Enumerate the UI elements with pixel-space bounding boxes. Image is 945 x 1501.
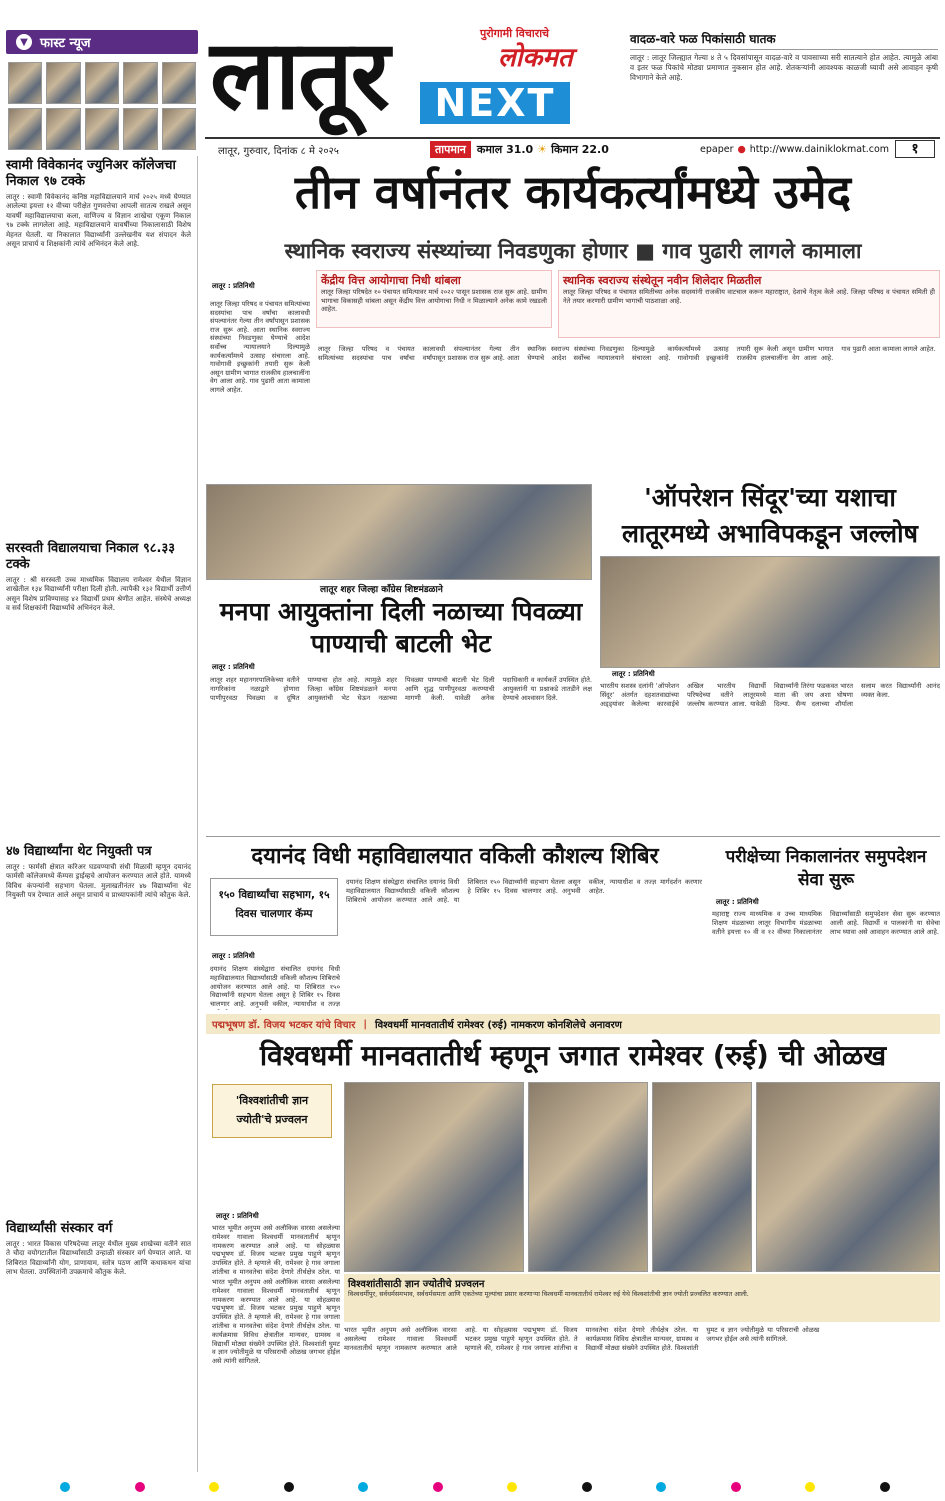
sidebar-top-story — [630, 30, 938, 134]
masthead-title: लातूर — [210, 19, 388, 131]
rameshwar-headline: विश्वधर्मी मानवतातीर्थ म्हणून जगात रामेश्वर (रुई) ची ओळख — [259, 1039, 887, 1072]
thumbnail-photo — [162, 62, 196, 104]
temperature-min: किमान 22.0 — [551, 142, 609, 156]
sindoor-photo — [600, 556, 940, 668]
dayanand-body-left: दयानंद शिक्षण संस्थेद्वारा संचालित दयानंद विधी महाविद्यालयात विद्यार्थ्यांसाठी वकिली कौशल्य शिबिराचे आयोजन करण्यात आले आहे. या शिबिरात १५० विद्यार्थ्यांनी सहभाग घेतला असून हे शिबिर १५ दिवस चालणार आहे. अनुभवी वकील, न्यायाधीश व तज्ज्ञ — [210, 965, 340, 1009]
rameshwar-photo-2 — [528, 1082, 648, 1272]
left-story-3-headline: ४७ विद्यार्थ्यांना थेट नियुक्ती पत्र — [6, 844, 152, 859]
sindoor-body: भारतीय सशस्त्र दलांनी 'ऑपरेशन सिंदूर' अंतर्गत दहशतवाद्यांच्या अड्ड्यांवर केलेल्या कारवाईचे अखिल भारतीय विद्यार्थी परिषदेच्या वतीने लातूरमध्ये जल्लोष करण्यात आला. यावेळी विद्यार्थ्यांनी तिरंगा फडकवत भारत माता की जय अशा घोषणा दिल्या. सैन्य दलाच्या शौर्याला सलाम करत विद्यार्थ्यांनी आनंद व्यक्त केला. — [600, 682, 940, 708]
mnp-body: लातूर शहर महानगरपालिकेच्या वतीने नागरिकांना नळाद्वारे होणारा पाणीपुरवठा पिवळ्या व दूषित पाण्याचा होत आहे. त्यामुळे शहर जिल्हा कॉंग्रेस शिष्टमंडळाने मनपा आयुक्तांची भेट घेऊन नळाच्या पिवळ्या पाण्याची बाटली भेट दिली आणि शुद्ध पाणीपुरवठा करण्याची मागणी केली. यावेळी अनेक पदाधिकारी व कार्यकर्ते उपस्थित होते. आयुक्तांनी या प्रश्नाकडे तातडीने लक्ष देण्याचे आश्वासन दिले. — [210, 676, 592, 702]
left-story-2-body: लातूर : श्री सरस्वती उच्च माध्यमिक विद्यालय रामेश्वर येथील विज्ञान शाखेतील १३४ विद्यार्थ्यांनी परीक्षा दिली होती. त्यापैकी १३२ विद्यार्थी उत्तीर्ण असून विशेष प्राविण्यासह ४२ विद्यार्थी प्रथम श्रेणीत आहेत. संस्थेचे अध्यक्ष व सर्व शिक्षकांनी विद्यार्थ्यांचे अभिनंदन केले. — [6, 576, 191, 613]
mnp-byline: लातूर : प्रतिनिधी — [212, 663, 255, 671]
registration-marks — [60, 1482, 890, 1494]
registration-dot — [880, 1482, 890, 1492]
sindoor-headline: 'ऑपरेशन सिंदूर'च्या यशाचा लातूरमध्ये अभाविपकडून जल्लोष — [621, 483, 919, 548]
temperature-bar — [430, 140, 609, 158]
registration-dot — [433, 1482, 443, 1492]
page-number: १ — [895, 140, 935, 158]
masthead-next: NEXT — [420, 82, 570, 124]
registration-dot — [656, 1482, 666, 1492]
epaper-label: epaper — [700, 144, 734, 155]
rameshwar-photo-1 — [344, 1082, 524, 1272]
lead-body: लातूर जिल्हा परिषद व पंचायत समित्यांच्या सदस्यांचा पाच वर्षांचा कालावधी संपल्यानंतर गेल्या तीन वर्षांपासून प्रशासक राज सुरू आहे. आता स्थानिक स्वराज्य संस्थांच्या निवडणुका घेण्याचे आदेश सर्वोच्च न्यायालयाने दिल्यामुळे कार्यकर्त्यांमध्ये उत्साह संचारला आहे. गावोगावी इच्छुकांनी तयारी सुरू केली असून ग्रामीण भागात राजकीय हालचालींना वेग आला आहे. गाव पुढारी आता कामाला लागले आहेत. — [210, 300, 310, 394]
mnp-photo — [206, 484, 592, 580]
sidebar-top-headline: वादळ-वारे फळ पिकांसाठी घातक — [630, 30, 938, 50]
pariksha-byline: लातूर : प्रतिनिधी — [716, 898, 759, 906]
brand-logo: लोकमत — [498, 43, 573, 73]
dayanand-box — [210, 878, 338, 936]
banner-left: पद्मभूषण डॉ. विजय भटकर यांचे विचार — [212, 1020, 356, 1031]
rameshwar-caption-box — [344, 1274, 940, 1322]
lead-body-continued: लातूर जिल्हा परिषद व पंचायत समित्यांच्या सदस्यांचा पाच वर्षांचा कालावधी संपल्यानंतर गेल्या तीन वर्षांपासून प्रशासक राज सुरू आहे. आता स्थानिक स्वराज्य संस्थांच्या निवडणुका घेण्याचे आदेश सर्वोच्च न्यायालयाने दिल्यामुळे कार्यकर्त्यांमध्ये उत्साह संचारला आहे. गावोगावी इच्छुकांनी तयारी सुरू केली असून ग्रामीण भागात राजकीय हालचालींना वेग आला आहे. गाव पुढारी आता कामाला लागले आहेत. — [318, 345, 936, 362]
thumbnail-photo — [46, 62, 80, 104]
lead-box-2-body: लातूर जिल्हा परिषद व पंचायत समितीच्या अनेक सदस्यांनी राजकीय वाटचाल करून महाराष्ट्रात, देशाचे नेतृत्व केले आहे. जिल्हा परिषद व पंचायत समिती ही नेते तयार करणारी ग्रामीण भागाची पाठशाळा आहे. — [563, 288, 935, 305]
registration-dot — [358, 1482, 368, 1492]
lead-box-1-body: लातूर जिल्हा परिषदेत १० पंचायत समित्यावर मार्च २०२२ पासून प्रशासक राज सुरू आहे. ग्रामीण भागाचा विकासही थांबला असून केंद्रीय वित्त आयोगाचा निधी न मिळाल्याने अनेक कामे रखडली आहेत. — [321, 288, 547, 314]
mnp-headline: मनपा आयुक्तांना दिली नळाच्या पिवळ्या पाण्याची बाटली भेट — [219, 597, 583, 658]
globe-icon: ● — [737, 144, 746, 155]
rameshwar-photo-3 — [652, 1082, 752, 1272]
rameshwar-banner — [206, 1014, 940, 1034]
temperature-label: तापमान — [430, 141, 471, 158]
rameshwar-intro: भारत भूमीत अनुपम असे अलौकिक वारसा असलेल्या रामेश्वर गावाला विश्वधर्मी मानवतातीर्थ म्हणून नामकरण करण्यात आले आहे. या सोहळ्यास पद्मभूषण डॉ. विजय भटकर प्रमुख पाहुणे म्हणून उपस्थित होते. ते म्हणाले की, रामेश्वर हे गाव जगाला शांतीचा व मानवतेचा संदेश देणारे तीर्थक्षेत्र ठरेल. या — [212, 1224, 340, 1276]
thumbnail-photo — [123, 108, 157, 150]
dayanand-byline: लातूर : प्रतिनिधी — [212, 952, 255, 960]
thumbnail-photo — [46, 108, 80, 150]
thumbnail-photo — [85, 62, 119, 104]
mnp-caption: लातूर शहर जिल्हा कॉंग्रेस शिष्टमंडळाने — [320, 585, 443, 595]
fast-news-label: फास्ट न्यूज — [40, 36, 91, 51]
registration-dot — [582, 1482, 592, 1492]
lead-headline: तीन वर्षानंतर कार्यकर्त्यांमध्ये उमेद — [294, 165, 852, 219]
left-story-4-headline: विद्यार्थ्यांसी संस्कार वर्ग — [6, 1221, 113, 1236]
dateline: लातूर, गुरुवार, दिनांक ८ मे २०२५ — [218, 146, 339, 157]
dayanand-box-text: १५० विद्यार्थ्यांचा सहभाग, १५ दिवस चालणार कॅम्प — [218, 889, 330, 920]
left-story-3-body: लातूर : फार्मसी क्षेत्रात करिअर घडवण्याची संधी मिळावी म्हणून दयानंद फार्मसी कॉलेजमध्ये कॅम्पस ड्राईव्हचे आयोजन करण्यात आले होते. यामध्ये विविध कंपन्यांनी सहभाग घेतला. मुलाखतीनंतर ४७ विद्यार्थ्यांना थेट नियुक्ती पत्र देण्यात आले असून प्राचार्य व प्राध्यापकांनी त्यांचे कौतुक केले. — [6, 863, 191, 900]
masthead-tagline: पुरोगामी विचाराचे — [480, 27, 550, 40]
registration-dot — [135, 1482, 145, 1492]
registration-dot — [209, 1482, 219, 1492]
registration-dot — [507, 1482, 517, 1492]
sindoor-byline: लातूर : प्रतिनिधी — [612, 670, 655, 678]
left-story-4-body: लातूर : भारत विकास परिषदेच्या लातूर येथील मुख्य शाखेच्या वतीने सात ते चौदा वयोगटातील विद्यार्थ्यांसाठी उन्हाळी संस्कार वर्ग घेण्यात आले. या शिबिरात विद्यार्थ्यांनी योग, प्राणायाम, स्तोत्र पठण आणि कथाकथन यांचा लाभ घेतला. उपस्थितांनी उपक्रमाचे कौतुक केले. — [6, 1240, 191, 1277]
lead-box-2 — [558, 270, 940, 338]
lead-box-2-headline: स्थानिक स्वराज्य संस्थेतून नवीन शिलेदार मिळतील — [563, 274, 762, 287]
thumbnail-photo — [8, 108, 42, 150]
sidebar-top-body: लातूर : लातूर जिल्ह्यात गेल्या ४ ते ५ दिवसांपासून वादळ-वारे व पावसाच्या सरी सातत्याने होत आहेत. त्यामुळे आंबा व इतर फळ पिकांचे मोठ्या प्रमाणात नुकसान होत आहे. शेतकऱ्यांनी आवश्यक काळजी घ्यावी असे आवाहन कृषी विभागाने केले आहे. — [630, 53, 938, 83]
banner-right: विश्वधर्मी मानवतातीर्थ रामेश्वर (रुई) नामकरण कोनशिलेचे अनावरण — [374, 1020, 622, 1031]
epaper-link[interactable] — [700, 144, 889, 155]
website-url: http://www.dainiklokmat.com — [749, 144, 890, 155]
rameshwar-caption-title: विश्वशांतीसाठी ज्ञान ज्योतीचे प्रज्वलन — [348, 1279, 485, 1290]
left-story-1-body: लातूर : स्वामी विवेकानंद कनिष्ठ महाविद्यालयाने मार्च २०२५ मध्ये घेण्यात आलेल्या इयत्ता १२ वीच्या परीक्षेत गुणवत्तेचा आपली सातत्य राखले असून यावर्षी महाविद्यालयाचा कला, वाणिज्य व विज्ञान शाखेचा एकूण निकाल ९७ टक्के लागलेला आहे. महाविद्यालयाने यावर्षीच्या निकालासाठी विशेष मेहनत घेतली. या निकालात विद्यार्थ्यांनी उल्लेखनीय यश संपादन केले असून प्राचार्य व शिक्षकांनी त्यांचे अभिनंदन केले आहे. — [6, 193, 191, 249]
sun-icon: ☀ — [537, 142, 548, 156]
dayanand-headline: दयानंद विधी महाविद्यालयात वकिली कौशल्य शिबिर — [251, 844, 659, 869]
dayanand-body: दयानंद शिक्षण संस्थेद्वारा संचालित दयानंद विधी महाविद्यालयात विद्यार्थ्यांसाठी वकिली कौशल्य शिबिराचे आयोजन करण्यात आले आहे. या शिबिरात १५० विद्यार्थ्यांनी सहभाग घेतला असून हे शिबिर १५ दिवस चालणार आहे. अनुभवी वकील, न्यायाधीश व तज्ज्ञ मार्गदर्शन करणार आहेत. — [346, 878, 702, 904]
rameshwar-box — [212, 1084, 332, 1138]
banner-separator: | — [363, 1018, 367, 1030]
thumbnail-photo — [8, 62, 42, 104]
lead-box-1 — [316, 270, 552, 328]
left-story-2-headline: सरस्वती विद्यालयाचा निकाल ९८.३३ टक्के — [6, 541, 175, 572]
rameshwar-body: भारत भूमीत अनुपम असे अलौकिक वारसा असलेल्या रामेश्वर गावाला विश्वधर्मी मानवतातीर्थ म्हणून नामकरण करण्यात आले आहे. या सोहळ्यास पद्मभूषण डॉ. विजय भटकर प्रमुख पाहुणे म्हणून उपस्थित होते. ते म्हणाले की, रामेश्वर हे गाव जगाला शांतीचा व मानवतेचा संदेश देणारे तीर्थक्षेत्र ठरेल. या कार्यक्रमास विविध क्षेत्रातील मान्यवर, ग्रामस्थ व विद्यार्थी मोठ्या संख्येने उपस्थित होते. विश्वशांती घुमट व ज्ञान ज्योतीमुळे या परिसराची ओळख जगभर होईल असे त्यांनी सांगितले. — [212, 1278, 340, 1366]
rameshwar-box-text: 'विश्वशांतीची ज्ञान ज्योती'चे प्रज्वलन — [235, 1094, 309, 1126]
registration-dot — [284, 1482, 294, 1492]
rameshwar-body-continued: भारत भूमीत अनुपम असे अलौकिक वारसा असलेल्या रामेश्वर गावाला विश्वधर्मी मानवतातीर्थ म्हणून नामकरण करण्यात आले आहे. या सोहळ्यास पद्मभूषण डॉ. विजय भटकर प्रमुख पाहुणे म्हणून उपस्थित होते. ते म्हणाले की, रामेश्वर हे गाव जगाला शांतीचा व मानवतेचा संदेश देणारे तीर्थक्षेत्र ठरेल. या कार्यक्रमास विविध क्षेत्रातील मान्यवर, ग्रामस्थ व विद्यार्थी मोठ्या संख्येने उपस्थित होते. विश्वशांती घुमट व ज्ञान ज्योतीमुळे या परिसराची ओळख जगभर होईल असे त्यांनी सांगितले. — [344, 1326, 820, 1352]
temperature-max: कमाल 31.0 — [476, 142, 534, 156]
fast-news-icon: ▼ — [16, 34, 32, 50]
fast-news-header — [6, 30, 198, 54]
thumbnail-grid — [8, 62, 196, 150]
thumbnail-photo — [162, 108, 196, 150]
left-column — [6, 156, 198, 1472]
masthead-rule — [205, 137, 940, 139]
registration-dot — [805, 1482, 815, 1492]
pariksha-body: महाराष्ट्र राज्य माध्यमिक व उच्च माध्यमिक शिक्षण मंडळाच्या लातूर विभागीय मंडळाच्या वतीने इयत्ता १० वी व १२ वीच्या निकालानंतर विद्यार्थ्यांसाठी समुपदेशन सेवा सुरू करण्यात आली आहे. विद्यार्थी व पालकांनी या सेवेचा लाभ घ्यावा असे आवाहन करण्यात आले आहे. — [712, 910, 940, 936]
registration-dot — [731, 1482, 741, 1492]
pariksha-headline: परीक्षेच्या निकालानंतर समुपदेशन सेवा सुरू — [725, 847, 927, 890]
section-rule — [206, 836, 940, 837]
thumbnail-photo — [85, 108, 119, 150]
rameshwar-byline: लातूर : प्रतिनिधी — [216, 1212, 259, 1220]
left-story-1-headline: स्वामी विवेकानंद ज्युनिअर कॉलेजचा निकाल ९७ टक्के — [6, 158, 176, 189]
rameshwar-caption-body: विश्वधर्मीपुर, सर्वधर्मसमभाव, सर्वधर्मसमता आणि एकतेच्या मूल्यांचा प्रसार करणाऱ्या विश्वधर्मी मानवतातीर्थ रामेश्वर रुई येथे विश्वशांतीची ज्ञान ज्योती प्रज्वलित करण्यात आली. — [348, 1290, 749, 1298]
thumbnail-photo — [123, 62, 157, 104]
rameshwar-photo-4 — [756, 1082, 940, 1272]
lead-subhead: स्थानिक स्वराज्य संस्थ्यांच्या निवडणुका होणार ■ गाव पुढारी लागले कामाला — [284, 239, 862, 263]
lead-box-1-headline: केंद्रीय वित्त आयोगाचा निधी थांबला — [321, 274, 461, 287]
lead-byline: लातूर : प्रतिनिधी — [212, 282, 255, 290]
registration-dot — [60, 1482, 70, 1492]
